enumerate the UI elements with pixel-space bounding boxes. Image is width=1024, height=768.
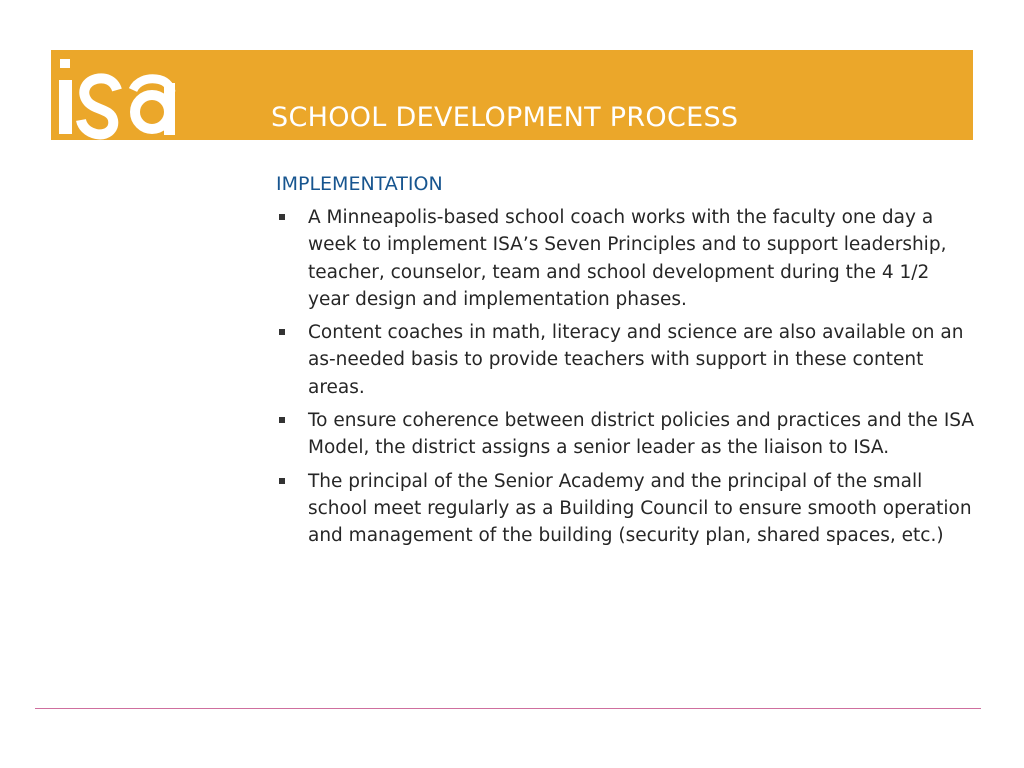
section-subheading: IMPLEMENTATION <box>276 173 443 195</box>
slide-title: SCHOOL DEVELOPMENT PROCESS <box>271 102 739 133</box>
slide-content <box>276 170 976 556</box>
bullet-text: A Minneapolis-based school coach works with the faculty one day a week to implement ISA’s Seven Principles and to support leadership, teacher, counselor, team and school development during the 4 1/2 year design and implementation phases. <box>308 207 947 310</box>
footer-divider <box>35 708 981 709</box>
square-bullet-icon <box>279 214 285 220</box>
bullet-item <box>276 407 976 462</box>
isa-logo <box>51 50 181 140</box>
square-bullet-icon <box>279 417 285 423</box>
bullet-text: Content coaches in math, literacy and science are also available on an as-needed basis to provide teachers with support in these content areas. <box>308 322 964 398</box>
bullet-item <box>276 204 976 313</box>
header-banner <box>51 50 973 140</box>
bullet-item <box>276 319 976 401</box>
isa-logo-graphic <box>51 50 181 140</box>
bullet-list <box>276 204 976 550</box>
square-bullet-icon <box>279 329 285 335</box>
bullet-text: To ensure coherence between district policies and practices and the ISA Model, the district assigns a senior leader as the liaison to ISA. <box>308 410 975 459</box>
bullet-item <box>276 468 976 550</box>
bullet-text: The principal of the Senior Academy and the principal of the small school meet regularly as a Building Council to ensure smooth operation and management of the building (security plan, shared spaces, etc.) <box>308 470 972 547</box>
square-bullet-icon <box>279 478 285 484</box>
